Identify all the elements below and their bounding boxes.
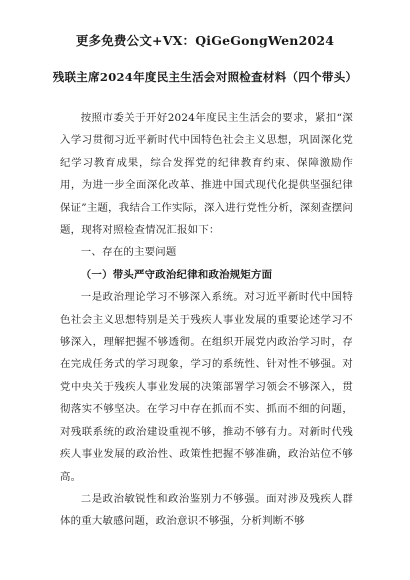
intro-paragraph: 按照市委关于开好2024年度民主生活会的要求，紧扣“深入学习贯彻习近平新时代中国特色社会主义思想，巩固深化党纪学习教育成果，综合发挥党的纪律教育约束、保障激励作用，为进一步全面深化改革、推进中国式现代化提供坚强纪律保证”主题，我结合工作实际，深入进行党性分析，深刻查摆问题，现将对照检查情况汇报如下：	[60, 112, 353, 237]
document-body	[60, 107, 353, 533]
document-title: 残联主席2024年度民主生活会对照检查材料（四个带头）	[52, 70, 358, 84]
body-paragraph: 一是政治理论学习不够深入系统。对习近平新时代中国特色社会主义思想特别是关于残疾人事业发展的重要论述学习不够深入，理解把握不够透彻。在组织开展党内政治学习时，存在完成任务式的学习现象，学习的系统性、针对性不够强。对党中央关于残疾人事业发展的决策部署学习领会不够深入，贯彻落实不够坚决。在学习中存在抓而不实、抓而不细的问题，对残联系统的政治建设重视不够，推动不够有力。对新时代残疾人事业发展的政治性、政策性把握不够准确，政治站位不够高。	[60, 291, 353, 483]
subsection-heading: （一）带头严守政治纪律和政治规矩方面	[80, 268, 273, 281]
body-paragraph: 二是政治敏锐性和政治鉴别力不够强。面对涉及残疾人群体的重大敏感问题，政治意识不够强，分析判断不够	[60, 492, 353, 528]
section-heading: 一、存在的主要问题	[80, 246, 177, 259]
watermark-header: 更多免费公文+VX：QiGeGongWen2024	[75, 33, 335, 48]
